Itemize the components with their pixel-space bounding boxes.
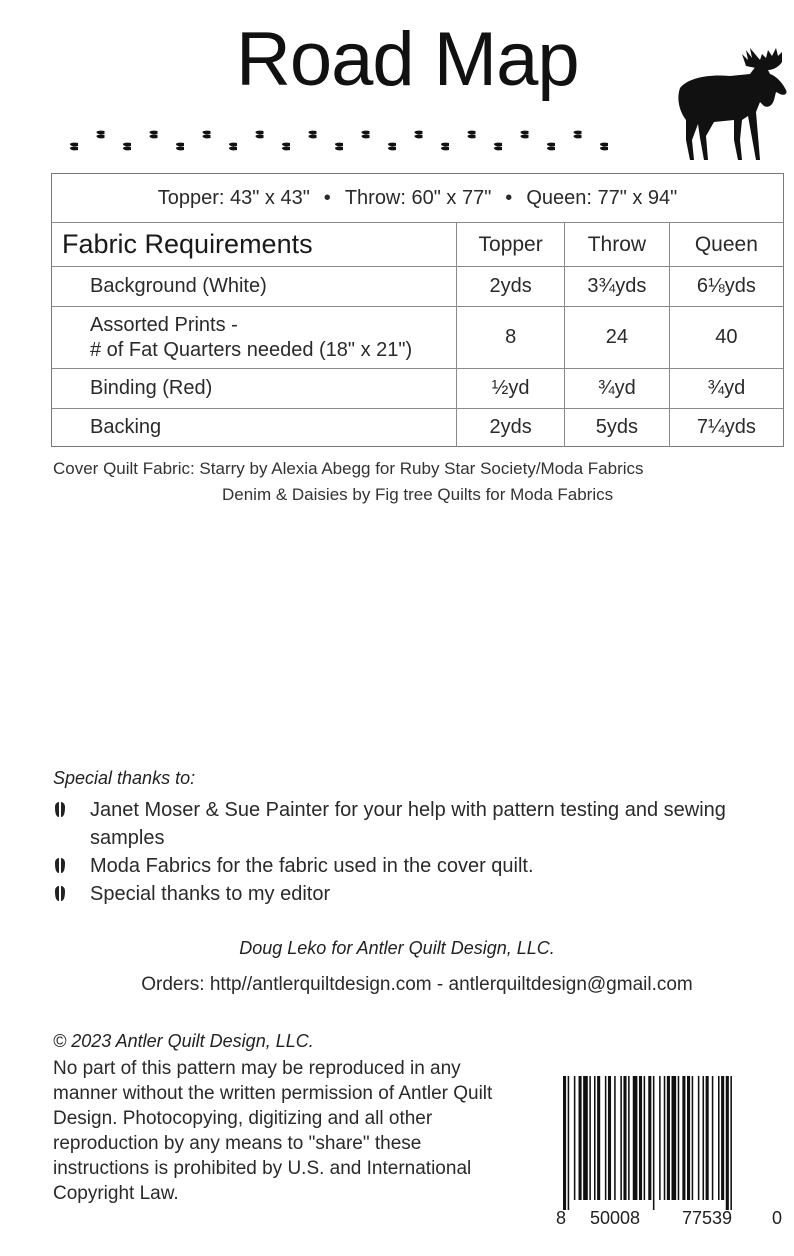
size-throw: Throw: 60" x 77" bbox=[344, 186, 492, 209]
hoof-print-icon bbox=[468, 131, 476, 139]
row-label: Backing bbox=[52, 409, 457, 447]
row-label bbox=[52, 307, 457, 369]
quilt-sizes bbox=[52, 174, 783, 222]
thanks-list bbox=[53, 796, 753, 908]
row-label: Background (White) bbox=[52, 267, 457, 307]
table-row bbox=[52, 409, 783, 447]
cell-throw: 3¾yds bbox=[565, 267, 670, 307]
cell-topper: ½yd bbox=[457, 369, 565, 409]
barcode-bar bbox=[644, 1076, 646, 1200]
cell-throw: 24 bbox=[565, 307, 670, 369]
column-header-throw: Throw bbox=[565, 223, 670, 267]
barcode-bar bbox=[589, 1076, 591, 1200]
barcode bbox=[563, 1076, 775, 1210]
barcode-digit-group: 77539 bbox=[682, 1208, 733, 1228]
copyright-heading: © 2023 Antler Quilt Design, LLC. bbox=[53, 1031, 314, 1051]
barcode-bar bbox=[682, 1076, 685, 1200]
row-label-line: Assorted Prints - bbox=[90, 313, 238, 336]
hoof-print-icon bbox=[150, 131, 158, 139]
barcode-bar bbox=[597, 1076, 600, 1200]
hoof-print-icon bbox=[441, 143, 449, 151]
cover-fabric-line: Denim & Daisies by Fig tree Quilts for Moda Fabrics bbox=[222, 485, 614, 504]
hoof-print-icon bbox=[176, 143, 184, 151]
hoof-print-icon bbox=[256, 131, 264, 139]
barcode-bar bbox=[692, 1076, 694, 1200]
table-header-row bbox=[52, 223, 783, 267]
cover-fabric-line: Cover Quilt Fabric: Starry by Alexia Abegg for Ruby Star Society/Moda Fabrics bbox=[53, 459, 644, 478]
cell-throw: ¾yd bbox=[565, 369, 670, 409]
barcode-bar bbox=[583, 1076, 588, 1200]
barcode-bar bbox=[698, 1076, 700, 1200]
barcode-bar bbox=[703, 1076, 705, 1200]
moose-tracks-decoration bbox=[64, 124, 624, 156]
barcode-bar bbox=[579, 1076, 582, 1200]
hoof-print-icon bbox=[415, 131, 423, 139]
table-row bbox=[52, 267, 783, 307]
barcode-bar bbox=[639, 1076, 642, 1200]
barcode-bar bbox=[568, 1076, 570, 1210]
requirements-heading: Fabric Requirements bbox=[52, 223, 457, 267]
hoof-print-icon bbox=[574, 131, 582, 139]
list-item: Special thanks to my editor bbox=[53, 880, 753, 908]
list-item: Moda Fabrics for the fabric used in the cover quilt. bbox=[53, 852, 753, 880]
fabric-requirements-box bbox=[51, 173, 784, 447]
barcode-bar bbox=[605, 1076, 607, 1200]
barcode-bar bbox=[623, 1076, 626, 1200]
cell-queen: 40 bbox=[669, 307, 783, 369]
barcode-bar bbox=[667, 1076, 670, 1200]
barcode-digit-group: 0 bbox=[772, 1208, 783, 1228]
barcode-bar bbox=[726, 1076, 729, 1210]
barcode-bar bbox=[633, 1076, 638, 1200]
moose-silhouette-icon bbox=[672, 40, 794, 162]
cell-topper: 8 bbox=[457, 307, 565, 369]
cell-topper: 2yds bbox=[457, 267, 565, 307]
barcode-digit-group: 8 bbox=[556, 1208, 567, 1228]
row-label: Binding (Red) bbox=[52, 369, 457, 409]
requirements-table bbox=[52, 222, 783, 447]
size-queen: Queen: 77" x 94" bbox=[526, 186, 678, 209]
barcode-bar bbox=[620, 1076, 622, 1200]
barcode-bar bbox=[718, 1076, 720, 1200]
column-header-queen: Queen bbox=[669, 223, 783, 267]
column-header-topper: Topper bbox=[457, 223, 565, 267]
hoof-print-icon bbox=[282, 143, 290, 151]
hoof-print-icon bbox=[335, 143, 343, 151]
barcode-bar bbox=[730, 1076, 732, 1210]
barcode-bar bbox=[594, 1076, 596, 1200]
barcode-bar bbox=[608, 1076, 611, 1200]
barcode-bar bbox=[687, 1076, 690, 1200]
cell-throw: 5yds bbox=[565, 409, 670, 447]
cell-queen: 6⅛yds bbox=[669, 267, 783, 307]
author-credit: Doug Leko for Antler Quilt Design, LLC. bbox=[239, 938, 555, 958]
cell-queen: ¾yd bbox=[669, 369, 783, 409]
hoof-print-icon bbox=[123, 143, 131, 151]
barcode-bar bbox=[628, 1076, 630, 1200]
list-item: Janet Moser & Sue Painter for your help with pattern testing and sewing samples bbox=[53, 796, 753, 852]
copyright-notice: No part of this pattern may be reproduced in any manner without the written permission of Antler Quilt Design. Photocopying, digitizing and all other reproduction by any means to "share" these instructions is prohibited by U.S. and International Copyright Law. bbox=[53, 1058, 493, 1204]
table-row bbox=[52, 369, 783, 409]
table-row bbox=[52, 307, 783, 369]
barcode-bar bbox=[563, 1076, 566, 1210]
hoof-print-icon bbox=[521, 131, 529, 139]
hoof-print-icon bbox=[362, 131, 370, 139]
barcode-bar bbox=[659, 1076, 661, 1200]
hoof-print-icon bbox=[494, 143, 502, 151]
hoof-print-icon bbox=[547, 143, 555, 151]
orders-contact: Orders: http//antlerquiltdesign.com - antlerquiltdesign@gmail.com bbox=[141, 974, 693, 995]
hoof-print-icon bbox=[53, 857, 67, 875]
size-separator: • bbox=[505, 186, 513, 209]
barcode-bar bbox=[653, 1076, 655, 1210]
barcode-bar bbox=[706, 1076, 709, 1200]
thanks-heading: Special thanks to: bbox=[53, 768, 196, 788]
barcode-bar bbox=[672, 1076, 677, 1200]
barcode-bar bbox=[664, 1076, 666, 1200]
hoof-print-icon bbox=[53, 885, 67, 903]
barcode-digit-group: 50008 bbox=[590, 1208, 641, 1228]
cell-queen: 7¼yds bbox=[669, 409, 783, 447]
cell-topper: 2yds bbox=[457, 409, 565, 447]
hoof-print-icon bbox=[309, 131, 317, 139]
pattern-title: Road Map bbox=[236, 17, 579, 102]
size-topper: Topper: 43" x 43" bbox=[157, 186, 310, 209]
hoof-print-icon bbox=[70, 143, 78, 151]
hoof-print-icon bbox=[229, 143, 237, 151]
hoof-print-icon bbox=[53, 801, 67, 819]
barcode-bar bbox=[614, 1076, 616, 1200]
barcode-bar bbox=[712, 1076, 714, 1200]
size-separator: • bbox=[323, 186, 331, 209]
barcode-bar bbox=[678, 1076, 680, 1200]
row-label-line: # of Fat Quarters needed (18" x 21") bbox=[90, 338, 413, 361]
barcode-digits bbox=[556, 1208, 786, 1232]
barcode-bar bbox=[648, 1076, 651, 1200]
hoof-print-icon bbox=[600, 143, 608, 151]
hoof-print-icon bbox=[388, 143, 396, 151]
barcode-bar bbox=[574, 1076, 576, 1200]
barcode-bar bbox=[721, 1076, 724, 1200]
hoof-print-icon bbox=[97, 131, 105, 139]
hoof-print-icon bbox=[203, 131, 211, 139]
